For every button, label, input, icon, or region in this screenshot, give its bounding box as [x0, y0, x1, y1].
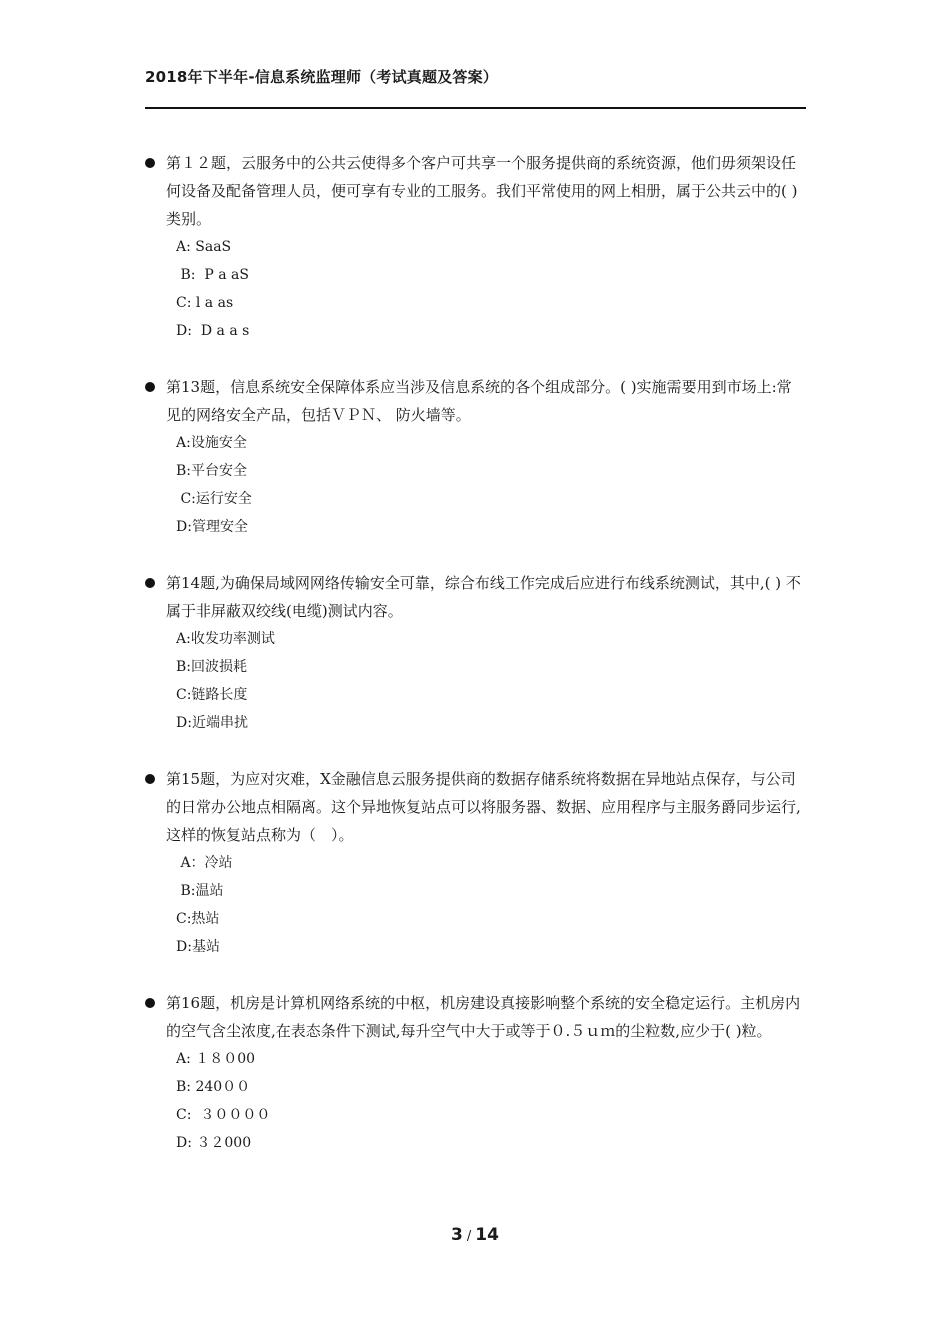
option-c: C:热站 — [176, 911, 220, 927]
question-item — [143, 765, 805, 961]
option-a: A: １８０00 — [176, 1051, 256, 1067]
option-d: D: D a a s — [176, 323, 250, 339]
bullet-icon — [145, 158, 155, 168]
page-total: 14 — [475, 1225, 499, 1245]
question-item — [143, 373, 805, 541]
document-header-title: 2018年下半年-信息系统监理师（考试真题及答案） — [145, 68, 498, 86]
option-b: B: 240００ — [176, 1079, 251, 1095]
bullet-icon — [145, 774, 155, 784]
question-stem: 第13题，信息系统安全保障体系应当涉及信息系统的各个组成部分。( )实施需要用到市场上:常见的网络安全产品，包括ＶＰＮ、 防火墙等。 — [166, 378, 792, 424]
question-item — [143, 149, 805, 345]
option-list — [143, 625, 805, 737]
option-b: B:回波损耗 — [176, 659, 248, 675]
option-a: A:收发功率测试 — [176, 631, 275, 647]
bullet-icon — [145, 382, 155, 392]
option-d: D:管理安全 — [176, 519, 248, 535]
question-item — [143, 569, 805, 737]
option-list — [143, 849, 805, 961]
bullet-icon — [145, 998, 155, 1008]
question-stem: 第15题，为应对灾难，X金融信息云服务提供商的数据存储系统将数据在异地站点保存，与公司的日常办公地点相隔离。这个异地恢复站点可以将服务器、数据、应用程序与主服务爵同步运行,这样的恢复站点称为（ ）。 — [166, 770, 801, 844]
page-current: 3 — [451, 1225, 463, 1245]
bullet-icon — [145, 578, 155, 588]
option-c: C:运行安全 — [176, 491, 252, 507]
option-c: C:链路长度 — [176, 687, 248, 703]
question-stem: 第14题,为确保局域网网络传输安全可靠，综合布线工作完成后应进行布线系统测试，其中,( ) 不属于非屏蔽双绞线(电缆)测试内容。 — [166, 574, 801, 620]
page-separator: / — [466, 1229, 472, 1244]
option-a: A:设施安全 — [176, 435, 247, 451]
option-c: C: l a as — [176, 295, 234, 311]
option-a: A：冷站 — [176, 855, 233, 871]
option-b: B:温站 — [176, 883, 224, 899]
option-b: B: P a aS — [176, 267, 249, 283]
option-list — [143, 233, 805, 345]
option-c: C: ３００００ — [176, 1107, 271, 1123]
question-stem-wrapper — [143, 989, 805, 1045]
question-stem: 第１２题，云服务中的公共云使得多个客户可共享一个服务提供商的系统资源，他们毋须架设任何设备及配备管理人员，便可享有专业的工服务。我们平常使用的网上相册，属于公共云中的( )类别。 — [166, 154, 798, 228]
option-d: D:近端串扰 — [176, 715, 248, 731]
option-d: D:基站 — [176, 939, 220, 955]
option-a: A: SaaS — [176, 239, 232, 255]
option-list — [143, 429, 805, 541]
header-divider — [145, 107, 806, 109]
page-number — [0, 1225, 950, 1245]
question-stem-wrapper — [143, 373, 805, 429]
question-stem: 第16题，机房是计算机网络系统的中枢，机房建设真接影响整个系统的安全稳定运行。主机房内的空气含尘浓度,在表态条件下测试,每升空气中大于或等于０.５ｕｍ的尘粒数,应少于( )粒。 — [166, 994, 801, 1040]
question-stem-wrapper — [143, 569, 805, 625]
question-stem-wrapper — [143, 765, 805, 849]
option-b: B:平台安全 — [176, 463, 248, 479]
option-d: D: ３２000 — [176, 1135, 252, 1151]
option-list — [143, 1045, 805, 1157]
question-stem-wrapper — [143, 149, 805, 233]
question-item — [143, 989, 805, 1157]
